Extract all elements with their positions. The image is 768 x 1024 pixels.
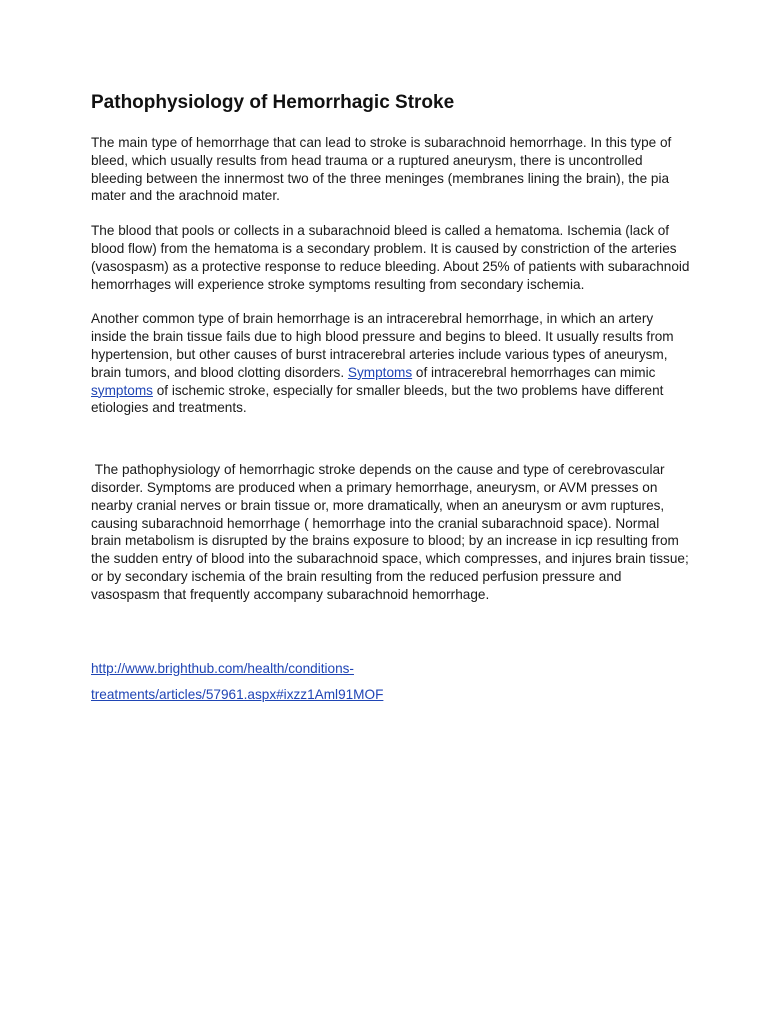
document-body xyxy=(91,88,691,708)
source-url-link[interactable] xyxy=(91,661,383,702)
paragraph-hematoma: The blood that pools or collects in a subarachnoid bleed is called a hematoma. Ischemia (lack of blood flow) from the hematoma is a secondary problem. It is caused by constriction of the arteries (vasospasm) as a protective response to reduce bleeding. About 25% of patients with subarachnoid hemorrhages will experience stroke symptoms resulting from secondary ischemia. xyxy=(91,223,690,292)
paragraph-intracerebral-text-2: of intracerebral hemorrhages can mimic xyxy=(412,364,656,380)
paragraph-intracerebral xyxy=(91,310,691,417)
symptoms-link-1[interactable]: Symptoms xyxy=(347,364,413,380)
source-url-line-1: http://www.brighthub.com/health/conditions- xyxy=(91,660,354,676)
paragraph-subarachnoid: The main type of hemorrhage that can lead to stroke is subarachnoid hemorrhage. In this type of bleed, which usually results from head trauma or a ruptured aneurysm, there is uncontrolled bleeding between the innermost two of the three meninges (membranes lining the brain), the pia mater and the arachnoid mater. xyxy=(91,135,672,204)
document-title: Pathophysiology of Hemorrhagic Stroke xyxy=(91,92,455,113)
source-link-block xyxy=(91,656,691,708)
paragraph-intracerebral-text-1: Another common type of brain hemorrhage is an intracerebral hemorrhage, in which an artery inside the brain tissue fails due to high blood pressure and begins to bleed. It usually results from hypertension, but other causes of burst intracerebral arteries include various types of aneurysm, brain tumors, and blood clotting disorders. xyxy=(91,311,674,380)
paragraph-pathophysiology: The pathophysiology of hemorrhagic stroke depends on the cause and type of cerebrovascular disorder. Symptoms are produced when a primary hemorrhage, aneurysm, or AVM presses on nearby cranial nerves or brain tissue or, more dramatically, when an aneurysm or avm ruptures, causing subarachnoid hemorrhage ( hemorrhage into the cranial subarachnoid space). Normal brain metabolism is disrupted by the brains exposure to blood; by an increase in icp resulting from the sudden entry of blood into the subarachnoid space, which compresses, and injures brain tissue; or by secondary ischemia of the brain resulting from the reduced perfusion pressure and vasospasm that frequently accompany subarachnoid hemorrhage. xyxy=(91,462,693,602)
symptoms-link-2[interactable]: symptoms xyxy=(91,382,153,398)
paragraph-intracerebral-text-3: of ischemic stroke, especially for smaller bleeds, but the two problems have different etiologies and treatments. xyxy=(91,382,664,416)
source-url-line-2: treatments/articles/57961.aspx#ixzz1Aml91MOF xyxy=(91,686,384,702)
